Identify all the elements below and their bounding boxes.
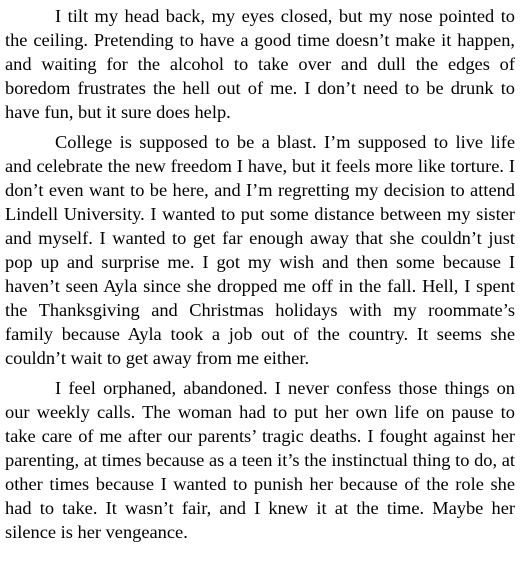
paragraph-2: College is supposed to be a blast. I’m supposed to live life and celebrate the new freedom I have, but it feels more like torture. I don’t even want to be here, and I’m regretting my decision to attend Lindell University. I wanted to put some distance between my sister and myself. I wanted to get far enough away that she couldn’t just pop up and surprise me. I got my wish and then some because I haven’t seen Ayla since she dropped me off in the fall. Hell, I spent the Thanksgiving and Christmas holidays with my roommate’s family because Ayla took a job out of the country. It seems she couldn’t wait to get away from me either. [5,132,515,368]
paragraph-1: I tilt my head back, my eyes closed, but my nose pointed to the ceiling. Pretending to have a good time doesn’t make it happen, and waiting for the alcohol to take over and dull the edges of boredom frustrates the hell out of me. I don’t need to be drunk to have fun, but it sure does help. [5,6,515,122]
document-page [5,4,515,550]
paragraph-3: I feel orphaned, abandoned. I never confess those things on our weekly calls. The woman had to put her own life on pause to take care of me after our parents’ tragic deaths. I fought against her parenting, at times because as a teen it’s the instinctual thing to do, at other times because I wanted to punish her because of the role she had to take. It wasn’t fair, and I knew it at the time. Maybe her silence is her vengeance. [5,378,515,542]
